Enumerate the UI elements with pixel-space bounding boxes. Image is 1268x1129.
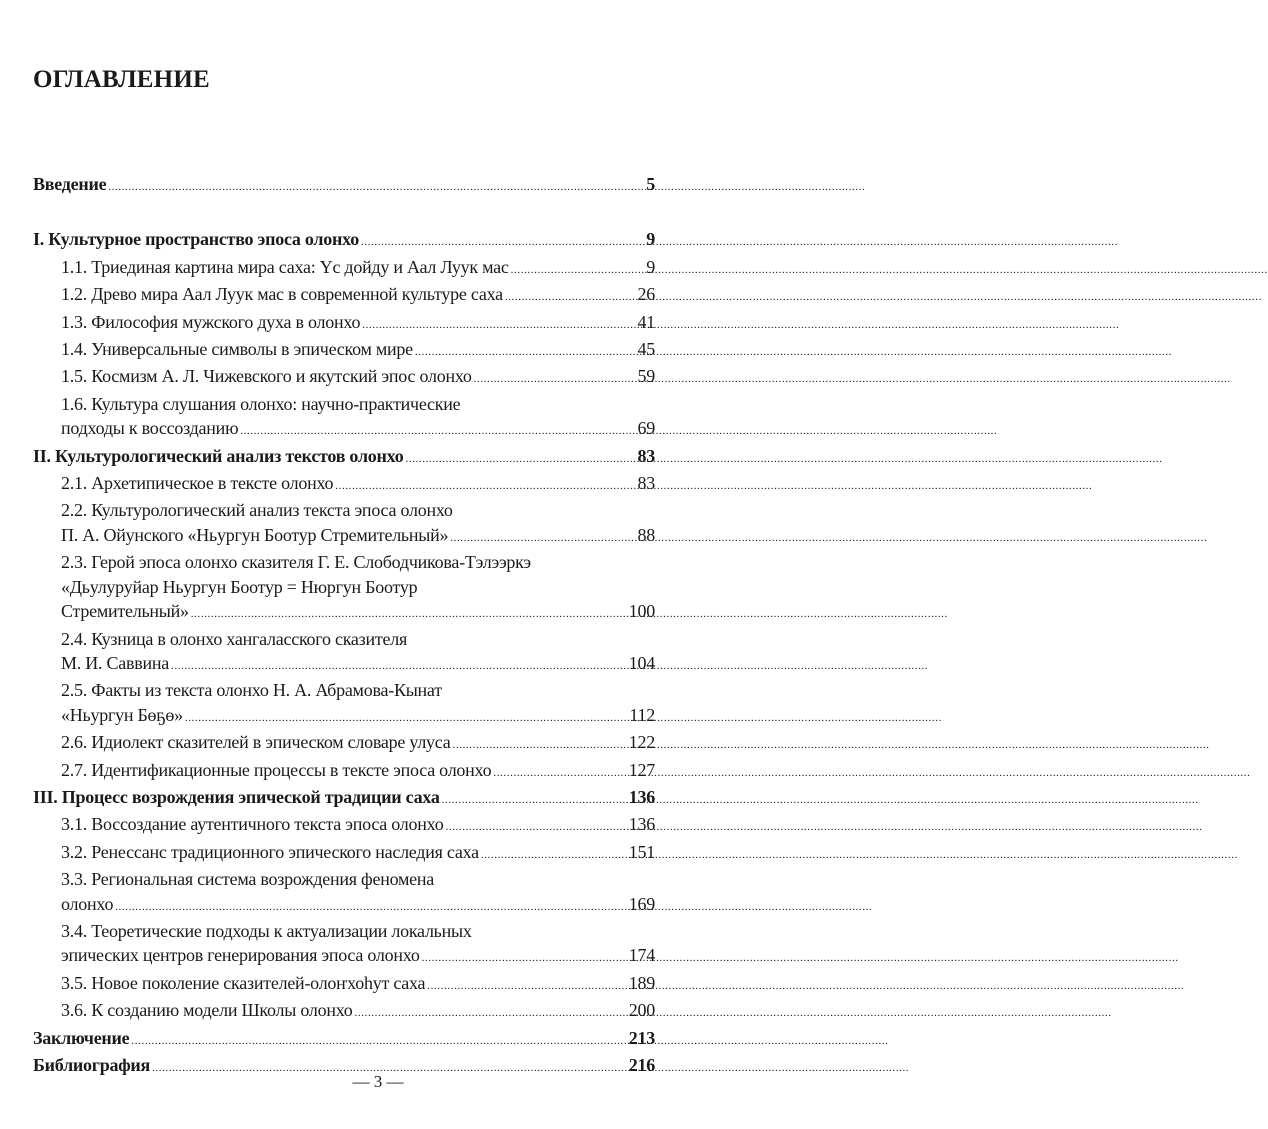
toc-page-number: 83 bbox=[637, 473, 655, 494]
toc-entry-title: II. Культурологический анализ текстов олонхо bbox=[33, 445, 404, 466]
toc-entry-title: 1.6. Культура слушания олонхо: научно-практические bbox=[61, 393, 461, 414]
dot-leader bbox=[442, 785, 627, 812]
toc-entry-title: П. А. Ойунского «Ньургун Боотур Стремительный» bbox=[61, 524, 449, 545]
dot-leader bbox=[474, 364, 636, 391]
toc-page-number: 5 bbox=[646, 174, 655, 194]
toc-entry-title: 2.3. Герой эпоса олонхо сказителя Г. Е. Слободчикова-Тэлээркэ bbox=[61, 552, 531, 573]
toc-entry[interactable] bbox=[33, 172, 655, 199]
toc-entry-title: 3.6. К созданию модели Школы олонхо bbox=[61, 1000, 353, 1021]
toc-entry[interactable] bbox=[33, 282, 655, 309]
toc-page-number: 104 bbox=[628, 652, 655, 673]
toc-entry[interactable] bbox=[33, 523, 655, 550]
toc-entry-title: 3.4. Теоретические подходы к актуализации локальных bbox=[61, 920, 472, 941]
toc-page-number: 136 bbox=[628, 786, 655, 807]
toc-page-number: 45 bbox=[637, 339, 655, 360]
dot-leader bbox=[511, 255, 645, 282]
dot-leader bbox=[355, 998, 627, 1025]
toc-entry-line[interactable] bbox=[33, 498, 655, 522]
dot-leader bbox=[335, 471, 635, 498]
toc-entry-title: III. Процесс возрождения эпической традиции саха bbox=[33, 786, 440, 807]
toc-entry[interactable] bbox=[33, 998, 655, 1025]
toc-page-number: 83 bbox=[637, 445, 655, 466]
table-of-contents bbox=[33, 172, 655, 1080]
dot-leader bbox=[493, 758, 626, 785]
toc-entry-title: Стремительный» bbox=[61, 601, 189, 622]
dot-leader bbox=[191, 599, 627, 626]
toc-page-number: 169 bbox=[628, 893, 655, 914]
toc-entry-title: 1.3. Философия мужского духа в олонхо bbox=[61, 311, 361, 332]
toc-page-number: 59 bbox=[637, 366, 655, 387]
dot-leader bbox=[453, 730, 627, 757]
dot-leader bbox=[481, 840, 627, 867]
toc-page-number: 9 bbox=[646, 256, 655, 277]
toc-page-number: 189 bbox=[628, 972, 655, 993]
toc-page-number: 26 bbox=[637, 284, 655, 305]
toc-entry-title: 2.5. Факты из текста олонхо Н. А. Абрамова-Кынат bbox=[61, 680, 442, 701]
toc-entry-title: 3.3. Региональная система возрождения феномена bbox=[61, 869, 434, 890]
toc-entry[interactable] bbox=[33, 758, 655, 785]
dot-leader bbox=[415, 337, 636, 364]
toc-entry[interactable] bbox=[33, 840, 655, 867]
toc-entry[interactable] bbox=[33, 255, 655, 282]
toc-entry-line[interactable] bbox=[33, 919, 655, 943]
toc-entry[interactable] bbox=[33, 471, 655, 498]
toc-page-number: 200 bbox=[628, 1000, 655, 1021]
toc-entry-line[interactable] bbox=[33, 575, 655, 599]
page-number: — 3 — bbox=[352, 1072, 404, 1091]
toc-page-number: 100 bbox=[628, 601, 655, 622]
toc-page-number: 69 bbox=[637, 418, 655, 439]
toc-entry-title: Введение bbox=[33, 174, 107, 194]
toc-entry[interactable] bbox=[33, 812, 655, 839]
toc-entry-title: эпических центров генерирования эпоса олонхо bbox=[61, 945, 420, 966]
toc-entry[interactable] bbox=[33, 599, 655, 626]
dot-leader bbox=[427, 971, 626, 998]
toc-page-number: 122 bbox=[628, 732, 655, 753]
toc-entry[interactable] bbox=[33, 444, 655, 471]
toc-page-number: 127 bbox=[628, 759, 655, 780]
dot-leader bbox=[445, 812, 626, 839]
dot-leader bbox=[115, 892, 627, 919]
toc-entry-title: 2.7. Идентификационные процессы в тексте эпоса олонхо bbox=[61, 759, 492, 780]
dot-leader bbox=[405, 444, 635, 471]
toc-entry[interactable] bbox=[33, 785, 655, 812]
toc-entry-title: 2.2. Культурологический анализ текста эпоса олонхо bbox=[61, 500, 453, 521]
toc-entry[interactable] bbox=[33, 651, 655, 678]
toc-entry-title: 3.5. Новое поколение сказителей-олоҥхоһут саха bbox=[61, 972, 426, 993]
toc-entry-title: 3.2. Ренессанс традиционного эпического наследия саха bbox=[61, 841, 479, 862]
toc-entry-line[interactable] bbox=[33, 550, 655, 574]
toc-entry[interactable] bbox=[33, 1026, 655, 1053]
toc-page-number: 41 bbox=[637, 311, 655, 332]
toc-entry-title: олонхо bbox=[61, 893, 114, 914]
toc-entry-title: 2.6. Идиолект сказителей в эпическом словаре улуса bbox=[61, 732, 451, 753]
toc-entry-title: Библиография bbox=[33, 1055, 151, 1075]
toc-entry-line[interactable] bbox=[33, 627, 655, 651]
toc-entry-title: 3.1. Воссоздание аутентичного текста эпоса олонхо bbox=[61, 814, 444, 835]
toc-entry-line[interactable] bbox=[33, 392, 655, 416]
toc-entry[interactable] bbox=[33, 364, 655, 391]
toc-page-number: 112 bbox=[629, 704, 655, 725]
toc-entry-line[interactable] bbox=[33, 867, 655, 891]
toc-page-number: 151 bbox=[628, 841, 655, 862]
toc-entry[interactable] bbox=[33, 703, 655, 730]
toc-entry-title: «Ньургун Бөҕө» bbox=[61, 704, 183, 725]
toc-entry-title: 1.2. Древо мира Аал Луук мас в современной культуре саха bbox=[61, 284, 503, 305]
toc-entry-title: подходы к воссозданию bbox=[61, 418, 239, 439]
dot-leader bbox=[131, 1026, 626, 1053]
dot-leader bbox=[422, 943, 627, 970]
toc-page-number: 88 bbox=[637, 524, 655, 545]
toc-entry-title: I. Культурное пространство эпоса олонхо bbox=[33, 229, 359, 250]
toc-entry[interactable] bbox=[33, 310, 655, 337]
toc-entry-title: 1.5. Космизм А. Л. Чижевского и якутский эпос олонхо bbox=[61, 366, 472, 387]
toc-entry-title: 2.1. Архетипическое в тексте олонхо bbox=[61, 473, 334, 494]
toc-entry-title: 2.4. Кузница в олонхо хангаласского сказителя bbox=[61, 628, 408, 649]
dot-leader bbox=[171, 651, 627, 678]
toc-entry[interactable] bbox=[33, 943, 655, 970]
toc-entry-title: Заключение bbox=[33, 1027, 130, 1048]
toc-entry[interactable] bbox=[33, 892, 655, 919]
dot-leader bbox=[361, 227, 644, 254]
dot-leader bbox=[108, 172, 644, 199]
toc-entry[interactable] bbox=[33, 971, 655, 998]
dot-leader bbox=[185, 703, 628, 730]
toc-page-number: 213 bbox=[628, 1027, 655, 1048]
toc-page-number: 9 bbox=[646, 229, 655, 250]
toc-page-number: 216 bbox=[628, 1055, 655, 1075]
dot-leader bbox=[240, 416, 635, 443]
toc-entry-line[interactable] bbox=[33, 678, 655, 702]
dot-leader bbox=[505, 282, 636, 309]
toc-entry-title: 1.1. Триединая картина мира саха: Үс дойду и Аал Луук мас bbox=[61, 256, 509, 277]
dot-leader bbox=[450, 523, 635, 550]
dot-leader bbox=[362, 310, 635, 337]
toc-page-number: 174 bbox=[628, 945, 655, 966]
toc-page-number: 136 bbox=[628, 814, 655, 835]
toc-entry-title: 1.4. Универсальные символы в эпическом мире bbox=[61, 339, 413, 360]
toc-entry[interactable] bbox=[33, 337, 655, 364]
toc-entry[interactable] bbox=[33, 730, 655, 757]
toc-entry-title: «Дьулуруйар Ньургун Боотур = Нюргун Боотур bbox=[61, 576, 418, 597]
toc-entry-title: М. И. Саввина bbox=[61, 652, 170, 673]
page-title: ОГЛАВЛЕНИЕ bbox=[33, 66, 210, 93]
toc-entry[interactable] bbox=[33, 227, 655, 254]
toc-entry[interactable] bbox=[33, 416, 655, 443]
